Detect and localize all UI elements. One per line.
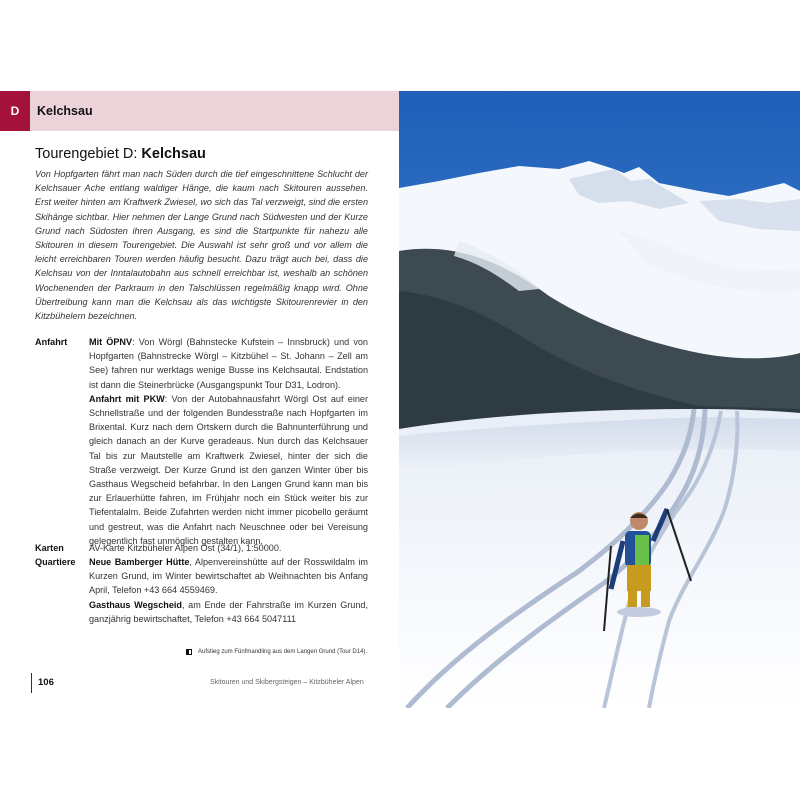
page-title-name: Kelchsau bbox=[141, 146, 206, 162]
region-badge: D bbox=[0, 91, 30, 131]
quartiere-hut1-label: Neue Bamberger Hütte bbox=[89, 557, 190, 567]
photo-caption-text: Aufstieg zum Fünfmandling aus dem Langen Grund (Tour D14). bbox=[198, 649, 368, 655]
running-footer: Skitouren und Skibergsteigen – Kitzbüheler Alpen bbox=[210, 679, 364, 686]
karten-label: Karten bbox=[35, 543, 64, 553]
quartiere-hut1-text: , Alpenvereinshütte auf der Rosswildalm im Kurzen Grund, im Winter bewirtschaftet ab Weihnachten bis Anfang April, Telefon +43 664 4559469. bbox=[89, 557, 368, 596]
page-title-prefix: Tourengebiet D: bbox=[35, 146, 142, 162]
quartiere-text bbox=[89, 555, 368, 626]
page-title bbox=[35, 146, 206, 162]
anfahrt-pkw-label: Anfahrt mit PKW bbox=[89, 393, 165, 404]
quartiere-label: Quartiere bbox=[35, 557, 76, 567]
karten-text: AV-Karte Kitzbüheler Alpen Ost (34/1), 1:50000. bbox=[89, 543, 282, 553]
intro-paragraph: Von Hopfgarten fährt man nach Süden durch die tief eingeschnittene Schlucht der Kelchsauer Ache entlang waldiger Hänge, die kaum nach Skitouren aussehen. Erst weiter hinten am Kraftwerk Zwiesel, wo sich das Tal verzweigt, sind die ersten Skihänge sichtbar. Hier nehmen der Lange Grund nach Südwesten und der Kurze Grund nach Südosten ihren Ausgang, es sind die Startpunkte für nahezu alle Skitouren in diesem Tourengebiet. Die Auswahl ist sehr groß und vor allem die leicht erreichbaren Touren werden häufig besucht. Dazu trägt auch bei, dass die Kelchsau von der Inntalautobahn aus schnell erreichbar ist, weshalb an schönen Wochenenden der Parkraum in den Talschlüssen regelmäßig knapp wird. Ohne Übertreibung kann man die Kelchsau als das wichtigste Skitourenrevier in den Kitzbühelern bezeichnen. bbox=[35, 169, 368, 322]
section-title: Kelchsau bbox=[37, 104, 93, 118]
anfahrt-oepnv-text: : Von Wörgl (Bahnstecke Kufstein – Innsbruck) und von Hopfgarten (Bahnstrecke Wörgl – Kitzbühel – St. Johann – Zell am See) fahren nur werktags wenige Busse ins Kelchsautal. Endstation ist dann die Steinerbrücke (Ausgangspunkt Tour D31, Lodron). bbox=[89, 337, 368, 390]
ski-touring-photo bbox=[399, 91, 800, 708]
page-number: 106 bbox=[38, 677, 54, 688]
photo-position-icon bbox=[186, 649, 192, 655]
photo-caption bbox=[186, 649, 367, 655]
quartiere-hut2-text: , am Ende der Fahrstraße im Kurzen Grund, ganzjährig bewirtschaftet, Telefon +43 664 5047111 bbox=[89, 599, 368, 624]
anfahrt-label: Anfahrt bbox=[35, 337, 68, 347]
anfahrt-text bbox=[89, 335, 368, 548]
anfahrt-pkw-text: : Von der Autobahnausfahrt Wörgl Ost auf einer Schnellstraße und der folgenden Bundesstraße nach Hopfgarten im Brixental. Kurz nach dem Ortskern durch die Bahnunterführung und gleich danach an der Kurve geradeaus. Nun durch das Kelchsauer Tal bis zur Mautstelle am Kraftwerk Zwiesel, hinter der sich die Straße verzweigt. Der Kurze Grund ist den ganzen Winter über bis Gasthaus Wegscheid befahrbar. In den Langen Grund kann man bis zur Erlauerhütte fahren, im Frühjahr noch ein Stück weiter bis zur Tiefentalalm. Beide Zufahrten werden nicht immer picobello geräumt und gestreut, was die Anfahrt nach Neuschnee oder bei Vereisung gelegentlich fast unmöglich gestalten kann. bbox=[89, 393, 368, 546]
quartiere-hut2-label: Gasthaus Wegscheid bbox=[89, 599, 182, 610]
footer-rule bbox=[31, 673, 32, 693]
anfahrt-oepnv-label: Mit ÖPNV bbox=[89, 337, 133, 347]
